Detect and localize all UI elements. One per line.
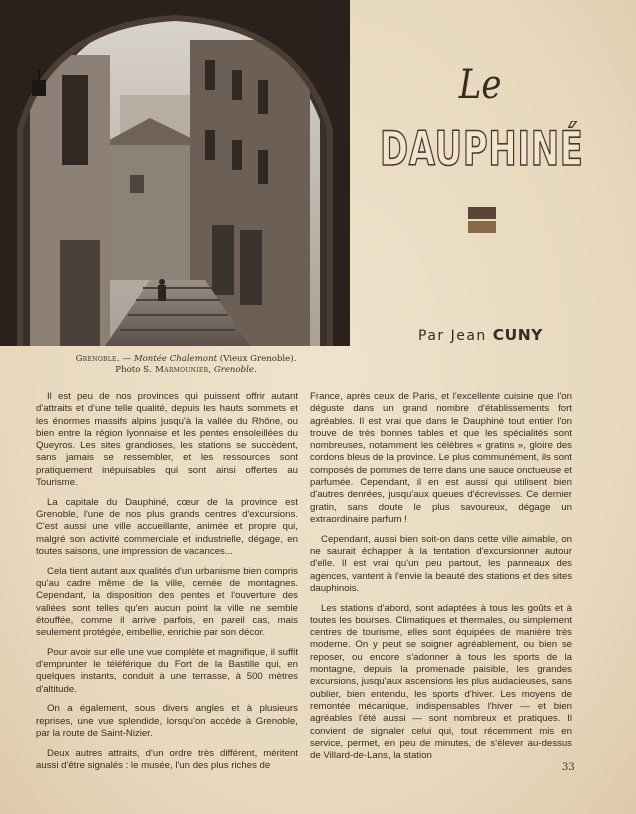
page-number: 33: [562, 762, 575, 773]
paragraph: France, après ceux de Paris, et l'excellente cuisine que l'on déguste dans un grand nombre d'établissements fort agréables. Il est vrai que dans le Dauphiné tout entier l'on trouve de très bonnes tables et que les spécialités sont nombreuses, notamment les célèbres « gratins », gloire des cordons bleus de la province. Le plus communément, ils sont composés de pommes de terre dans une sauce onctueuse et parfumée. Cependant, il en est aussi qui utilisent bien d'autres denrées, jusqu'aux queues d'écrevisses. Ce dernier gratin, sans doute le plus savoureux, dégage un extraordinaire parfum !: [310, 391, 572, 525]
author-line: [418, 326, 543, 344]
paragraph: On a également, sous divers angles et à plusieurs reprises, une vue splendide, lorsqu'on accède à Grenoble, par la route de Saint-Nizier.: [36, 703, 298, 739]
caption-photographer: S. Marmounier: [143, 365, 209, 375]
paragraph: Il est peu de nos provinces qui puissent offrir autant d'attraits et d'une telle qualité, depuis les hauts sommets et les énormes massifs alpins jusqu'à la vallée du Rhône, ou bien entre la région lyonnaise et les pentes ensoleillées du Queyros. Les sites grandioses, les stations se succèdent, sans jamais se ressembler, et les ressources sont pratiquement inépuisables qui sont ainsi offertes au Tourisme.: [36, 391, 298, 489]
caption-photo-prefix: Photo: [115, 365, 144, 375]
paragraph: Les stations d'abord, sont adaptées à tous les goûts et à toutes les bourses. Climatiques et thermales, ou simplement centres de tourisme, elles sont équipées de manière très moderne. On y peut se soigner agréablement, ou bien se reposer, ou encore s'adonner à tous les sports de la montagne, depuis la promenade paisible, les grandes excursions, jusqu'aux ascensions les plus audacieuses, sans oublier, bien entendu, les sports d'hiver. Les moyens de remontée mécanique, indispensables l'hiver — et bien agréables l'été aussi — sont nombreux et pratiques. Il convient de signaler celui qui, tout récemment mis en service, permet, en peu de minutes, de s'élever au-dessus de Villard-de-Lans, la station: [310, 602, 572, 762]
author-name: CUNY: [492, 326, 543, 344]
paragraph: Pour avoir sur elle une vue complète et magnifique, il suffit d'emprunter le téléférique du Fort de la Bastille qui, en quelques instants, conduit à une terrasse, à 500 mètres d'altitude.: [36, 646, 298, 695]
paragraph: Deux autres attraits, d'un ordre très différent, méritent aussi d'être signalés : le musée, l'un des plus riches de: [36, 747, 298, 771]
article-column-left: [36, 391, 298, 780]
photo-caption: Grenoble. — Montée Chalemont (Vieux Grenoble). Photo S. Marmounier, Grenoble.: [75, 354, 297, 375]
caption-dash: —: [119, 354, 134, 364]
author-par: Par Jean: [418, 328, 487, 344]
caption-city: Grenoble.: [213, 365, 257, 375]
caption-subject: Montée Chalemont: [133, 354, 218, 364]
heraldic-emblem-icon: [468, 207, 496, 233]
street-photo: [0, 0, 350, 346]
caption-subject-paren: (Vieux Grenoble).: [217, 354, 297, 364]
page-title: DAUPHINÉ: [380, 122, 584, 177]
article-column-right: [310, 391, 572, 770]
paragraph: Cependant, aussi bien soit-on dans cette ville aimable, on ne saurait échapper à la tentation d'excursionner autour d'elle. Il est vrai qu'un peu partout, les panneaux des agences, vantent à l'envie la beauté des stations et des sites dauphinois.: [310, 533, 572, 594]
caption-place: Grenoble.: [75, 354, 120, 364]
paragraph: Cela tient autant aux qualités d'un urbanisme bien compris qu'au cadre même de la ville, cernée de montagnes. Cependant, la disposition des pentes et l'ouverture des vallées sont telles qu'en aucun point la ville ne semble étouffée, comme il arrive parfois, en pareil cas, mais seulement protégée, embellie, enrichie par son décor.: [36, 565, 298, 639]
paragraph: La capitale du Dauphiné, cœur de la province est Grenoble, l'une de nos plus grands centres d'excursions. C'est aussi une ville accueillante, animée et propre qui, malgré son activité commerciale et industrielle, dégage, en toutes saisons, une impression de vacances...: [36, 496, 298, 557]
title-le: Le: [458, 62, 502, 108]
